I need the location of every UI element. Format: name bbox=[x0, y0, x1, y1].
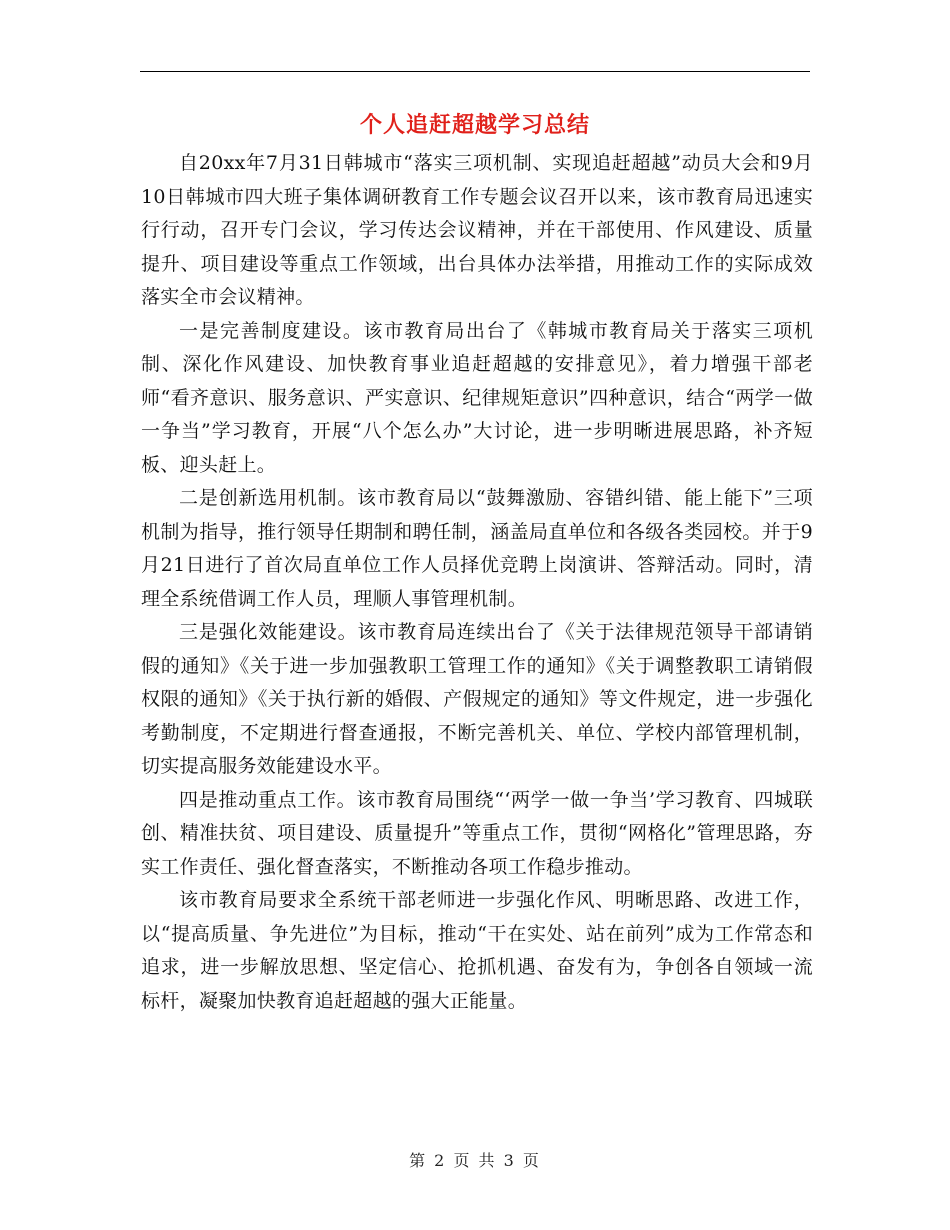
header-rule bbox=[140, 71, 810, 72]
paragraph-point-1: 一是完善制度建设。该市教育局出台了《韩城市教育局关于落实三项机制、深化作风建设、加快教育事业追赶超越的安排意见》，着力增强干部老师“看齐意识、服务意识、严实意识、纪律规矩意识”四种意识，结合“两学一做一争当”学习教育，开展“八个怎么办”大讨论，进一步明晰进展思路，补齐短板、迎头赶上。 bbox=[141, 319, 813, 476]
document-title: 个人追赶超越学习总结 bbox=[359, 113, 590, 138]
paragraph-point-4: 四是推动重点工作。该市教育局围绕“‘两学一做一争当’学习教育、四城联创、精准扶贫、项目建设、质量提升”等重点工作，贯彻“网格化”管理思路，夯实工作责任、强化督查落实，不断推动各项工作稳步推动。 bbox=[141, 788, 813, 878]
document-body bbox=[141, 147, 813, 1018]
paragraph-point-3: 三是强化效能建设。该市教育局连续出台了《关于法律规范领导干部请销假的通知》《关于进一步加强教职工管理工作的通知》《关于调整教职工请销假权限的通知》《关于执行新的婚假、产假规定的通知》等文件规定，进一步强化考勤制度，不定期进行督查通报，不断完善机关、单位、学校内部管理机制，切实提高服务效能建设水平。 bbox=[141, 621, 813, 777]
paragraph-conclusion: 该市教育局要求全系统干部老师进一步强化作风、明晰思路、改进工作，以“提高质量、争先进位”为目标，推动“干在实处、站在前列”成为工作常态和追求，进一步解放思想、坚定信心、抢抓机遇、奋发有为，争创各自领域一流标杆，凝聚加快教育追赶超越的强大正能量。 bbox=[141, 889, 813, 1012]
page-number: 第 2 页 共 3 页 bbox=[409, 1151, 541, 1170]
paragraph-intro: 自20xx年7月31日韩城市“落实三项机制、实现追赶超越”动员大会和9月10日韩城市四大班子集体调研教育工作专题会议召开以来，该市教育局迅速实行行动，召开专门会议，学习传达会议精神，并在干部使用、作风建设、质量提升、项目建设等重点工作领域，出台具体办法举措，用推动工作的实际成效落实全市会议精神。 bbox=[141, 152, 813, 308]
paragraph-point-2: 二是创新选用机制。该市教育局以“鼓舞激励、容错纠错、能上能下”三项机制为指导，推行领导任期制和聘任制，涵盖局直单位和各级各类园校。并于9月21日进行了首次局直单位工作人员择优竞聘上岗演讲、答辩活动。同时，清理全系统借调工作人员，理顺人事管理机制。 bbox=[141, 487, 813, 610]
